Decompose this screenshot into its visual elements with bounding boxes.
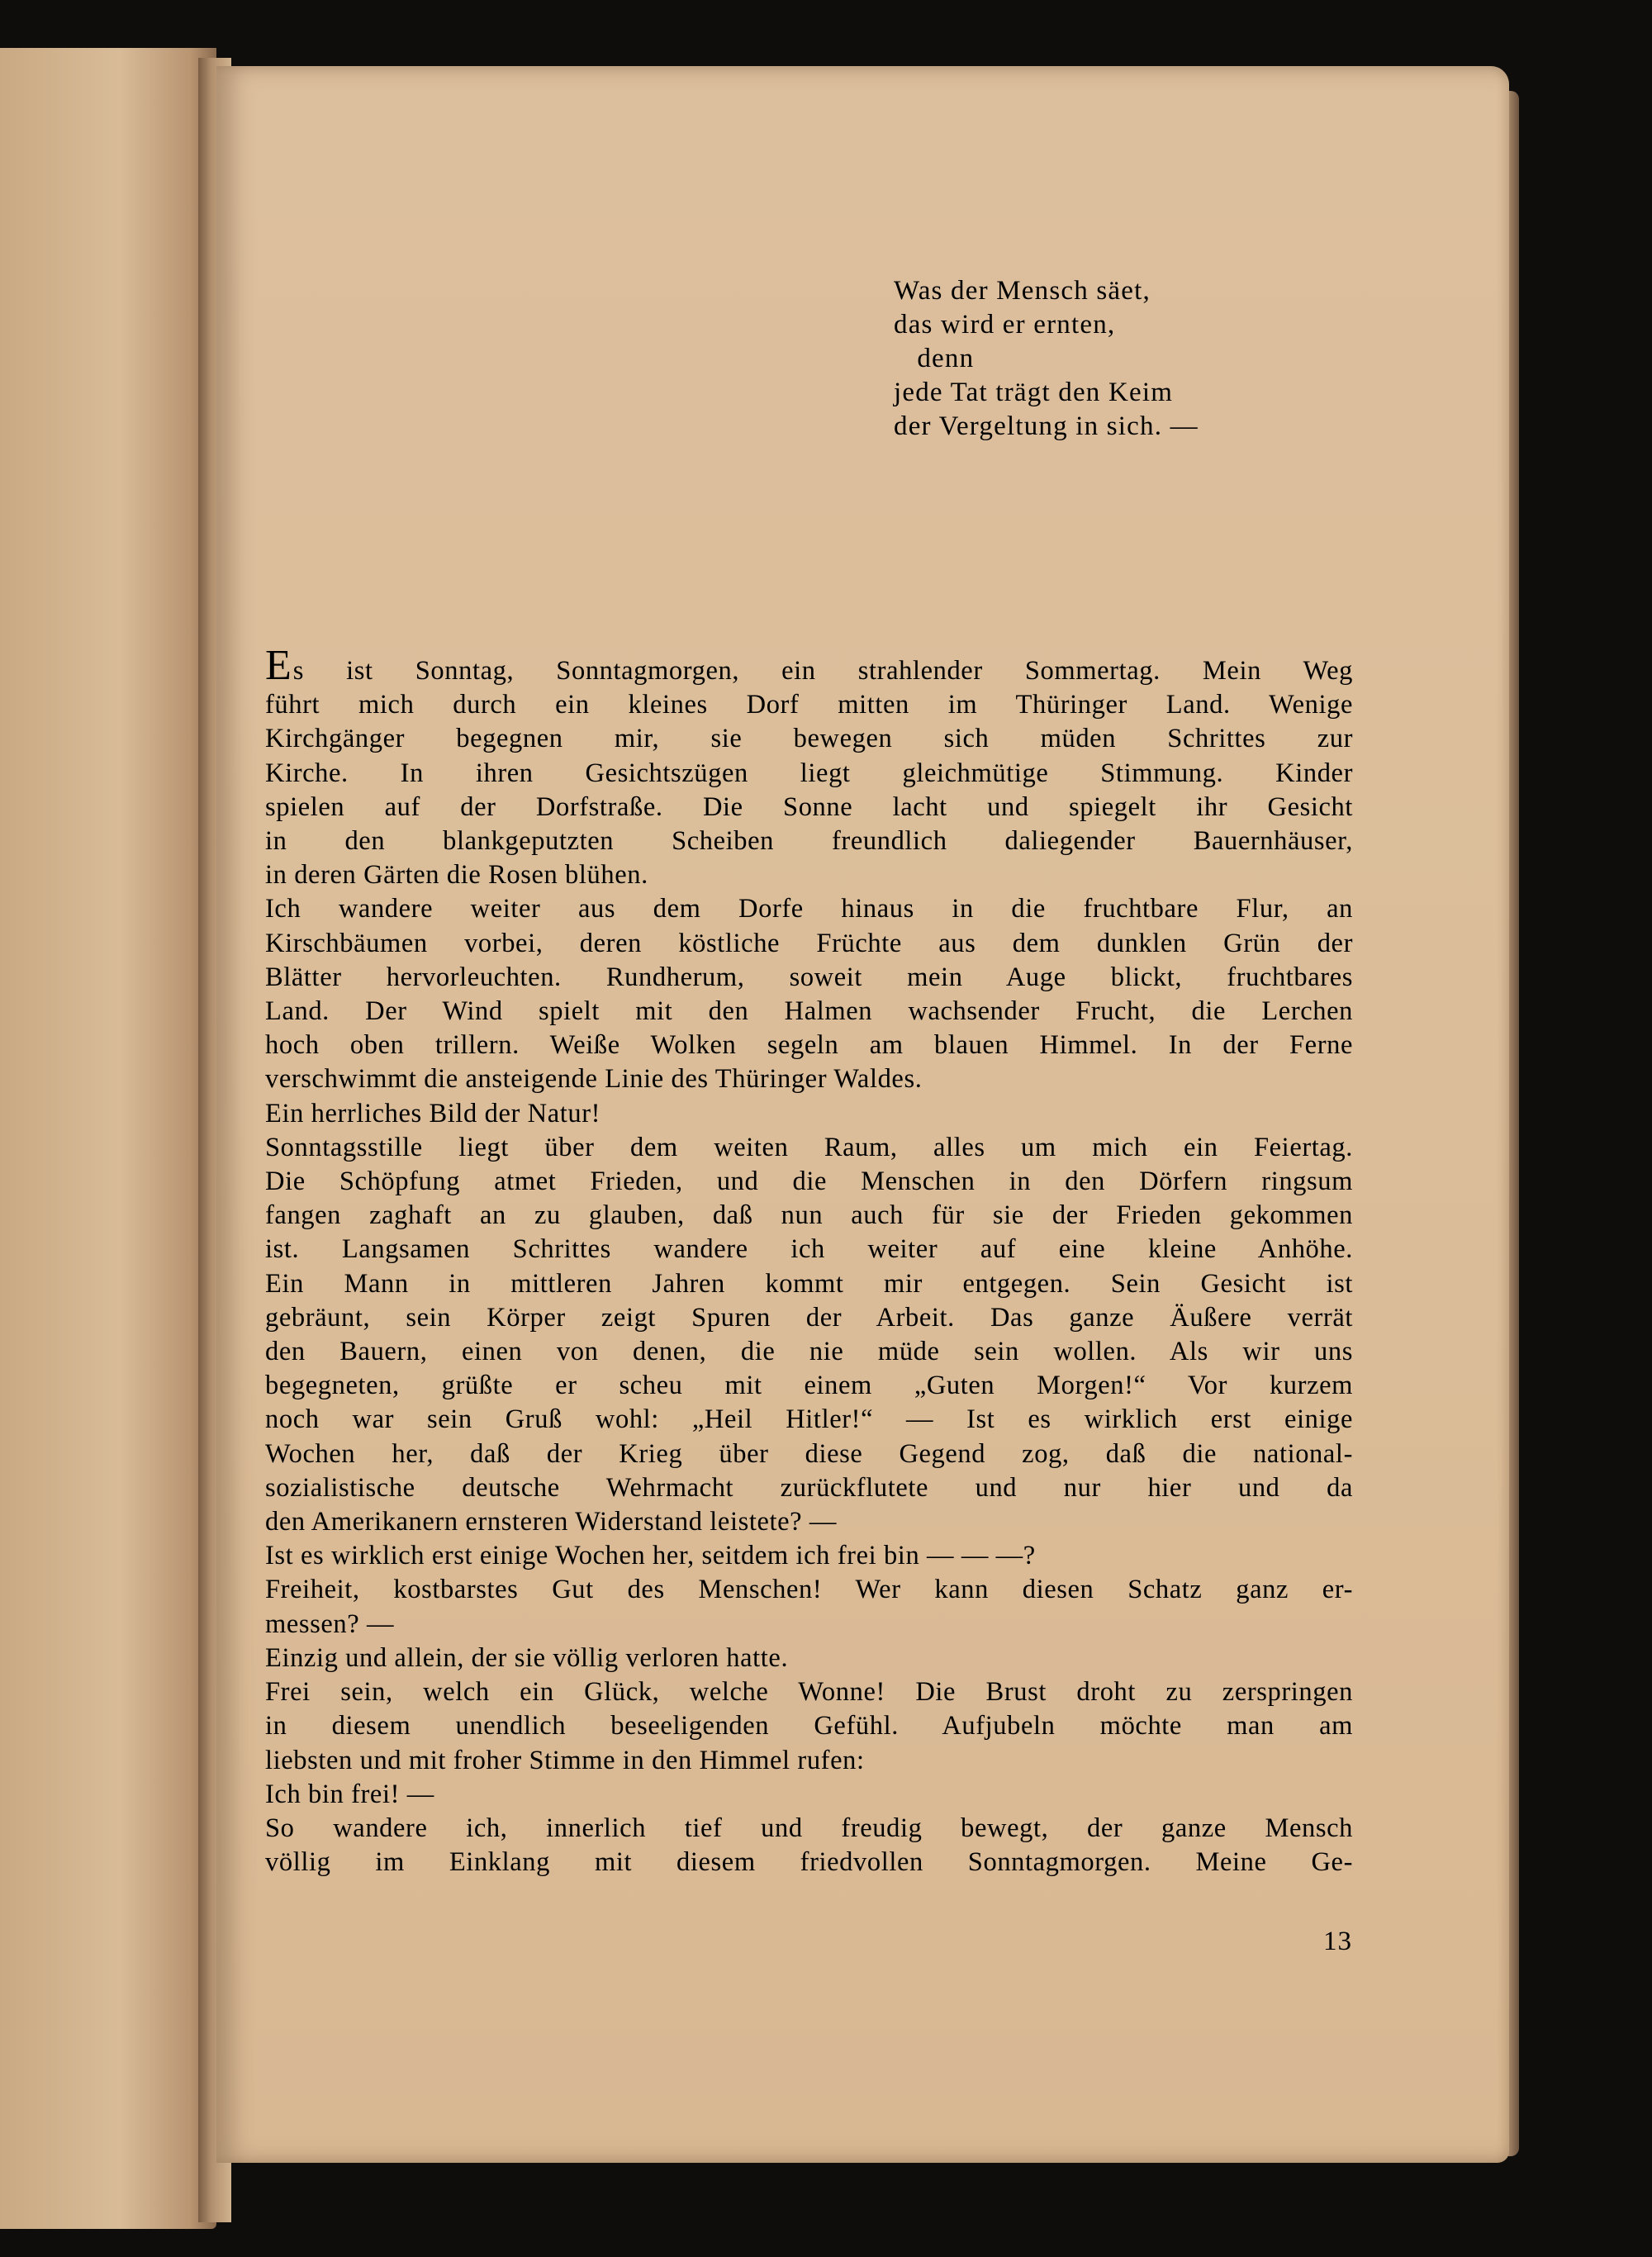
body-line: Ist es wirklich erst einige Wochen her, seitdem ich frei bin — — —?: [265, 1541, 1036, 1571]
left-page-edge: [0, 48, 216, 2229]
body-text: [265, 642, 1353, 1879]
body-line: führt mich durch ein kleines Dorf mitten im Thüringer Land. Wenige: [265, 690, 1353, 720]
epigraph-line: das wird er ernten,: [894, 310, 1116, 340]
epigraph-line: der Vergeltung in sich. —: [894, 411, 1199, 441]
body-line: Kirschbäumen vorbei, deren köstliche Früchte aus dem dunklen Grün der: [265, 928, 1353, 958]
body-line: Kirchgänger begegnen mir, sie bewegen sich müden Schrittes zur: [265, 724, 1353, 754]
body-line: noch war sein Gruß wohl: „Heil Hitler!“ — Ist es wirklich erst einige: [265, 1404, 1353, 1435]
body-line: Einzig und allein, der sie völlig verloren hatte.: [265, 1642, 789, 1673]
body-line: völlig im Einklang mit diesem friedvollen Sonntagmorgen. Meine Ge-: [265, 1847, 1353, 1878]
body-line: Ich wandere weiter aus dem Dorfe hinaus in die fruchtbare Flur, an: [265, 894, 1353, 924]
drop-cap: E: [265, 642, 293, 689]
body-line: fangen zaghaft an zu glauben, daß nun auch für sie der Frieden gekommen: [265, 1200, 1353, 1231]
body-line: Ein herrliches Bild der Natur!: [265, 1098, 601, 1128]
body-line: in deren Gärten die Rosen blühen.: [265, 860, 648, 891]
body-line-first: [265, 642, 1353, 689]
body-line: So wandere ich, innerlich tief und freudig bewegt, der ganze Mensch: [265, 1813, 1353, 1843]
body-line: spielen auf der Dorfstraße. Die Sonne lacht und spiegelt ihr Gesicht: [265, 791, 1353, 822]
body-line: Kirche. In ihren Gesichtszügen liegt gleichmütige Stimmung. Kinder: [265, 758, 1353, 788]
body-line: Blätter hervorleuchten. Rundherum, soweit mein Auge blickt, fruchtbares: [265, 962, 1353, 992]
body-line: verschwimmt die ansteigende Linie des Thüringer Waldes.: [265, 1064, 923, 1095]
page-stack-edge: [1507, 91, 1519, 2156]
body-line: Wochen her, daß der Krieg über diese Gegend zog, daß die national-: [265, 1438, 1353, 1469]
body-line: liebsten und mit froher Stimme in den Himmel rufen:: [265, 1745, 865, 1775]
page-number: 13: [1323, 1927, 1352, 1956]
body-line: ist. Langsamen Schrittes wandere ich weiter auf eine kleine Anhöhe.: [265, 1234, 1353, 1265]
body-line-text: s ist Sonntag, Sonntagmorgen, ein strahlender Sommertag. Mein Weg: [292, 656, 1353, 686]
body-line: Sonntagsstille liegt über dem weiten Raum, alles um mich ein Feiertag.: [265, 1132, 1353, 1162]
body-line: Freiheit, kostbarstes Gut des Menschen! Wer kann diesen Schatz ganz er-: [265, 1575, 1353, 1605]
body-line: begegneten, grüßte er scheu mit einem „Guten Morgen!“ Vor kurzem: [265, 1371, 1353, 1401]
body-line: den Bauern, einen von denen, die nie müde sein wollen. Als wir uns: [265, 1337, 1353, 1367]
epigraph-line: denn: [894, 344, 975, 373]
body-line: messen? —: [265, 1608, 395, 1639]
body-line: in diesem unendlich beseeligenden Gefühl. Aufjubeln möchte man am: [265, 1711, 1353, 1741]
body-line: Die Schöpfung atmet Frieden, und die Menschen in den Dörfern ringsum: [265, 1167, 1353, 1197]
body-line: sozialistische deutsche Wehrmacht zurückflutete und nur hier und da: [265, 1472, 1353, 1503]
epigraph-line: Was der Mensch säet,: [894, 276, 1151, 306]
body-line: Ein Mann in mittleren Jahren kommt mir entgegen. Sein Gesicht ist: [265, 1268, 1353, 1299]
body-line: in den blankgeputzten Scheiben freundlich daliegender Bauernhäuser,: [265, 826, 1353, 857]
body-line: Frei sein, welch ein Glück, welche Wonne! Die Brust droht zu zerspringen: [265, 1677, 1353, 1708]
epigraph: [894, 274, 1199, 444]
body-line: den Amerikanern ernsteren Widerstand leistete? —: [265, 1507, 837, 1537]
body-line: Ich bin frei! —: [265, 1779, 434, 1809]
body-line: gebräunt, sein Körper zeigt Spuren der Arbeit. Das ganze Äußere verrät: [265, 1302, 1353, 1333]
epigraph-line: jede Tat trägt den Keim: [894, 378, 1174, 407]
body-line: Land. Der Wind spielt mit den Halmen wachsender Frucht, die Lerchen: [265, 996, 1353, 1027]
body-line: hoch oben trillern. Weiße Wolken segeln am blauen Himmel. In der Ferne: [265, 1030, 1353, 1061]
